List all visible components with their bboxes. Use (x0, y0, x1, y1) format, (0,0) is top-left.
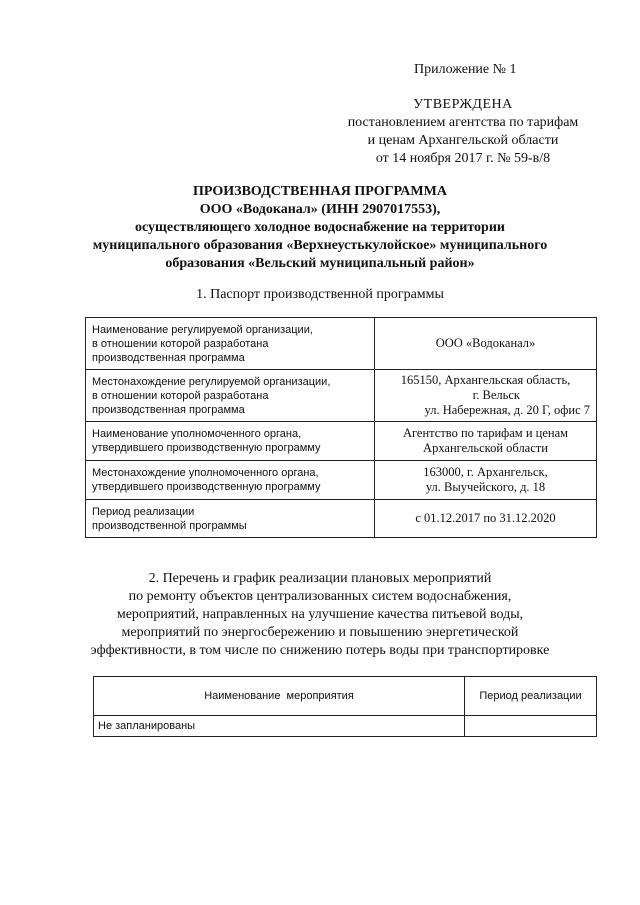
cell-line: г. Вельск (472, 388, 520, 402)
header-cell-measure-name: Наименование мероприятия (94, 677, 465, 716)
table-row (86, 422, 597, 461)
passport-label-cell (86, 318, 375, 370)
passport-value-cell (375, 318, 597, 370)
passport-value-cell (375, 370, 597, 422)
passport-label-cell (86, 370, 375, 422)
approval-line: постановлением агентства по тарифам (347, 115, 579, 130)
passport-value-cell (375, 461, 597, 500)
cell-line: 163000, г. Архангельск, (423, 465, 548, 479)
section2-title-line: по ремонту объектов централизованных систем водоснабжения, (128, 589, 512, 604)
passport-value-cell (375, 500, 597, 538)
cell-line: Период реализации (92, 505, 195, 518)
passport-label-cell (86, 461, 375, 500)
table-row (86, 500, 597, 538)
cell-line: с 01.12.2017 по 31.12.2020 (415, 511, 556, 525)
passport-table (85, 317, 597, 538)
program-title-line: образования «Вельский муниципальный район» (165, 256, 475, 271)
cell-line: Наименование регулируемой организации, (92, 323, 313, 336)
cell-line: в отношении которой разработана (92, 337, 269, 350)
passport-label-cell (86, 422, 375, 461)
measure-period-cell (465, 716, 597, 737)
cell-line: ООО «Водоканал» (435, 336, 536, 350)
appendix-number: Приложение № 1 (414, 62, 517, 77)
section2-title-line: мероприятий по энергосбережению и повышению энергетической (121, 625, 519, 640)
cell-line: Местонахождение регулируемой организации, (92, 375, 331, 388)
cell-line: производственная программа (92, 351, 245, 364)
cell-line: утвердившего производственную программу (92, 481, 321, 493)
cell-line: производственная программа (92, 403, 245, 416)
measures-table (93, 676, 597, 737)
table-header-row (94, 677, 597, 716)
section2-title (40, 570, 600, 660)
cell-line: утвердившего производственную программу (92, 442, 321, 454)
table-row (94, 716, 597, 737)
section1-title: 1. Паспорт производственной программы (196, 287, 444, 302)
approval-title: УТВЕРЖДЕНА (413, 97, 513, 112)
header-cell-period: Период реализации (465, 677, 597, 716)
program-title-line: ООО «Водоканал» (ИНН 2907017553), (199, 202, 441, 217)
table-row (86, 318, 597, 370)
cell-line: Архангельской области (423, 441, 548, 455)
program-title-line: ПРОИЗВОДСТВЕННАЯ ПРОГРАММА (193, 184, 447, 199)
cell-line: в отношении которой разработана (92, 389, 269, 402)
cell-line: производственной программы (92, 519, 247, 532)
section2-title-line: мероприятий, направленных на улучшение качества питьевой воды, (116, 607, 524, 622)
cell-line: ул. Выучейского, д. 18 (425, 480, 546, 494)
cell-line: Агентство по тарифам и ценам (402, 426, 569, 440)
section2-title-line: 2. Перечень и график реализации плановых мероприятий (148, 571, 492, 586)
program-title-line: осуществляющего холодное водоснабжение на территории (135, 220, 505, 235)
program-title-line: муниципального образования «Верхнеустькулойское» муниципального (92, 238, 548, 253)
program-title (60, 183, 580, 273)
cell-line: Местонахождение уполномоченного органа, (92, 467, 319, 479)
section2-title-line: эффективности, в том числе по снижению потерь воды при транспортировке (90, 643, 550, 658)
passport-value-cell (375, 422, 597, 461)
passport-label-cell (86, 500, 375, 538)
cell-line: ул. Набережная, д. 20 Г, офис 7 (424, 403, 590, 417)
approval-line: и ценам Архангельской области (367, 133, 559, 148)
cell-line: 165150, Архангельская область, (400, 373, 571, 387)
approval-line: от 14 ноября 2017 г. № 59-в/8 (375, 151, 551, 166)
table-row (86, 461, 597, 500)
cell-line: Наименование уполномоченного органа, (92, 428, 302, 440)
approval-block (330, 96, 596, 168)
table-row (86, 370, 597, 422)
measure-name-cell: Не запланированы (94, 716, 465, 737)
